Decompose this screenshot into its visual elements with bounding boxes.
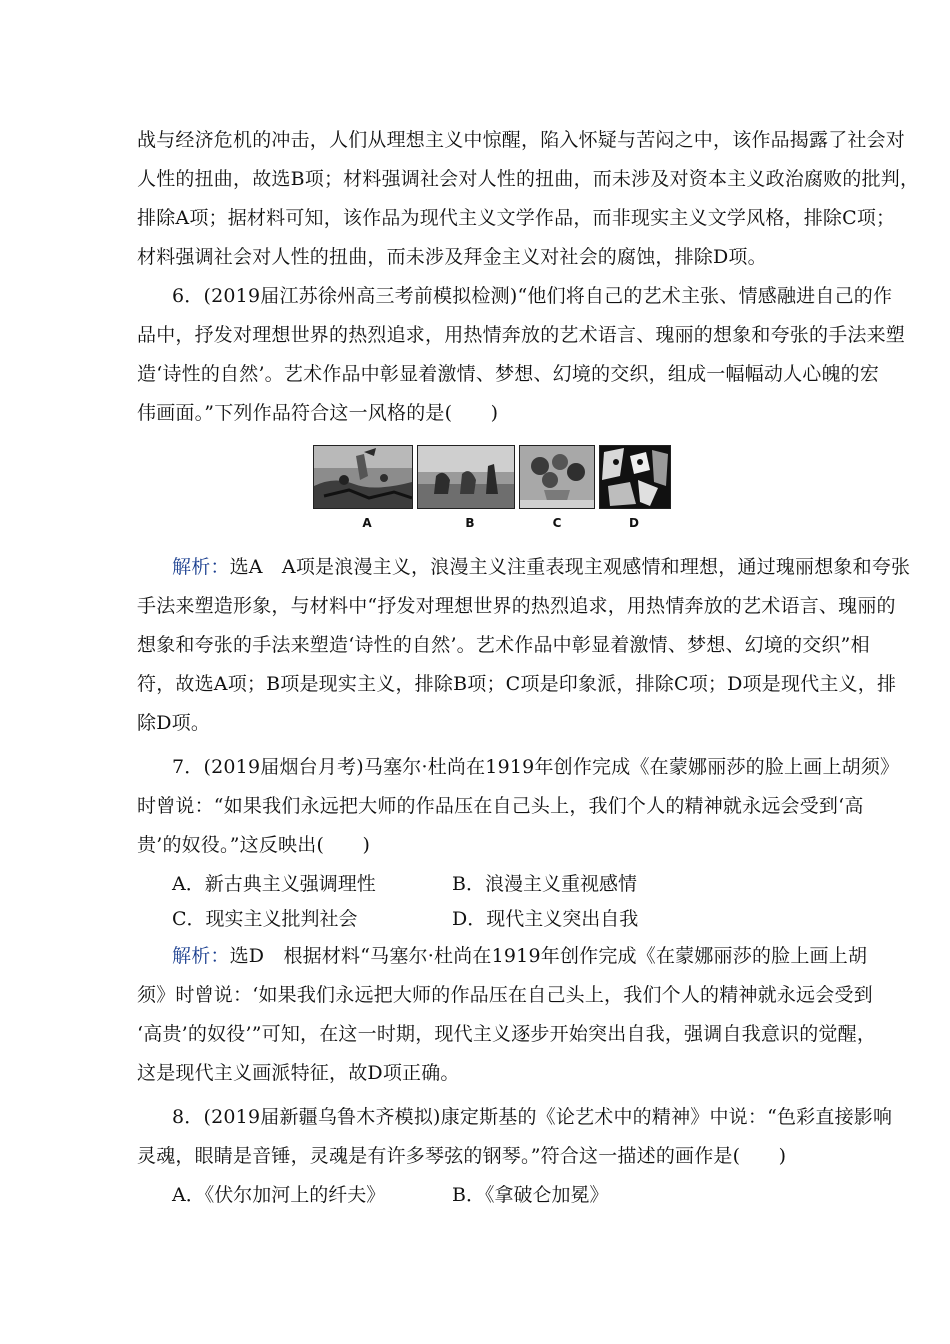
analysis-7-line: 解析：选D 根据材料“马塞尔·杜尚在1919年创作完成《在蒙娜丽莎的脸上画上胡 (172, 945, 868, 967)
question-8-line: 灵魂，眼睛是音锤，灵魂是有许多琴弦的钢琴。”符合这一描述的画作是( ) (137, 1145, 787, 1167)
text-line: 排除A项；据材料可知，该作品为现代主义文学作品，而非现实主义文学风格，排除C项； (137, 207, 896, 229)
text-line: 材料强调社会对人性的扭曲，而未涉及拜金主义对社会的腐蚀，排除D项。 (137, 246, 767, 268)
analysis-7-line: 这是现代主义画派特征，故D项正确。 (137, 1062, 460, 1084)
option-b: B．浪漫主义重视感情 (452, 873, 637, 895)
option-c: C．现实主义批判社会 (172, 908, 358, 930)
text-line: 人性的扭曲，故选B项；材料强调社会对人性的扭曲，而未涉及对资本主义政治腐败的批判， (137, 168, 920, 190)
analysis-6-line: 手法来塑造形象，与材料中“抒发对理想世界的热烈追求，用热情奔放的艺术语言、瑰丽的 (137, 595, 896, 617)
analysis-6-line: 除D项。 (137, 712, 211, 734)
question-7-line: 时曾说：“如果我们永远把大师的作品压在自己头上，我们个人的精神就永远会受到‘高 (137, 795, 864, 817)
question-8-line: 8．(2019届新疆乌鲁木齐模拟)康定斯基的《论艺术中的精神》中说：“色彩直接影响 (172, 1106, 893, 1128)
question-7-line: 贵’的奴役。”这反映出( ) (137, 834, 371, 856)
text-line: 战与经济危机的冲击，人们从理想主义中惊醒，陷入怀疑与苦闷之中，该作品揭露了社会对 (137, 129, 906, 151)
question-7-line: 7．(2019届烟台月考)马塞尔·杜尚在1919年创作完成《在蒙娜丽莎的脸上画上胡须》 (172, 756, 900, 778)
analysis-6-line: 想象和夸张的手法来塑造‘诗性的自然’。艺术作品中彰显着激情、梦想、幻境的交织”相 (137, 634, 870, 656)
analysis-7-line: ‘高贵’的奴役’”可知，在这一时期，现代主义逐步开始突出自我，强调自我意识的觉醒， (137, 1023, 877, 1045)
analysis-6-line: 解析：选A A项是浪漫主义，浪漫主义注重表现主观感情和理想，通过瑰丽想象和夸张 (172, 556, 911, 578)
figure-label-a: A (362, 516, 372, 530)
artwork-d-image (599, 445, 671, 509)
option-a: A．《伏尔加河上的纤夫》 (172, 1184, 386, 1206)
question-6-line: 伟画面。”下列作品符合这一风格的是( ) (137, 402, 499, 424)
option-d: D．现代主义突出自我 (452, 908, 639, 930)
artwork-c-image (519, 445, 595, 509)
analysis-7-line: 须》时曾说：‘如果我们永远把大师的作品压在自己头上，我们个人的精神就永远会受到 (137, 984, 873, 1006)
figure-label-b: B (465, 516, 475, 530)
question-6-line: 6．(2019届江苏徐州高三考前模拟检测)“他们将自己的艺术主张、情感融进自己的作 (172, 285, 893, 307)
option-a: A．新古典主义强调理性 (172, 873, 376, 895)
artwork-a-image (313, 445, 413, 509)
question-6-line: 造‘诗性的自然’。艺术作品中彰显着激情、梦想、幻境的交织，组成一幅幅动人心魄的宏 (137, 363, 880, 385)
figure-label-d: D (629, 516, 639, 530)
analysis-6-line: 符，故选A项；B项是现实主义，排除B项；C项是印象派，排除C项；D项是现代主义，排 (137, 673, 897, 695)
artwork-b-image (417, 445, 515, 509)
analysis-label: 解析： (172, 556, 230, 578)
analysis-label: 解析： (172, 945, 230, 967)
figure-label-c: C (552, 516, 562, 530)
option-b: B．《拿破仑加冕》 (452, 1184, 609, 1206)
question-6-line: 品中，抒发对理想世界的热烈追求，用热情奔放的艺术语言、瑰丽的想象和夸张的手法来塑 (137, 324, 906, 346)
